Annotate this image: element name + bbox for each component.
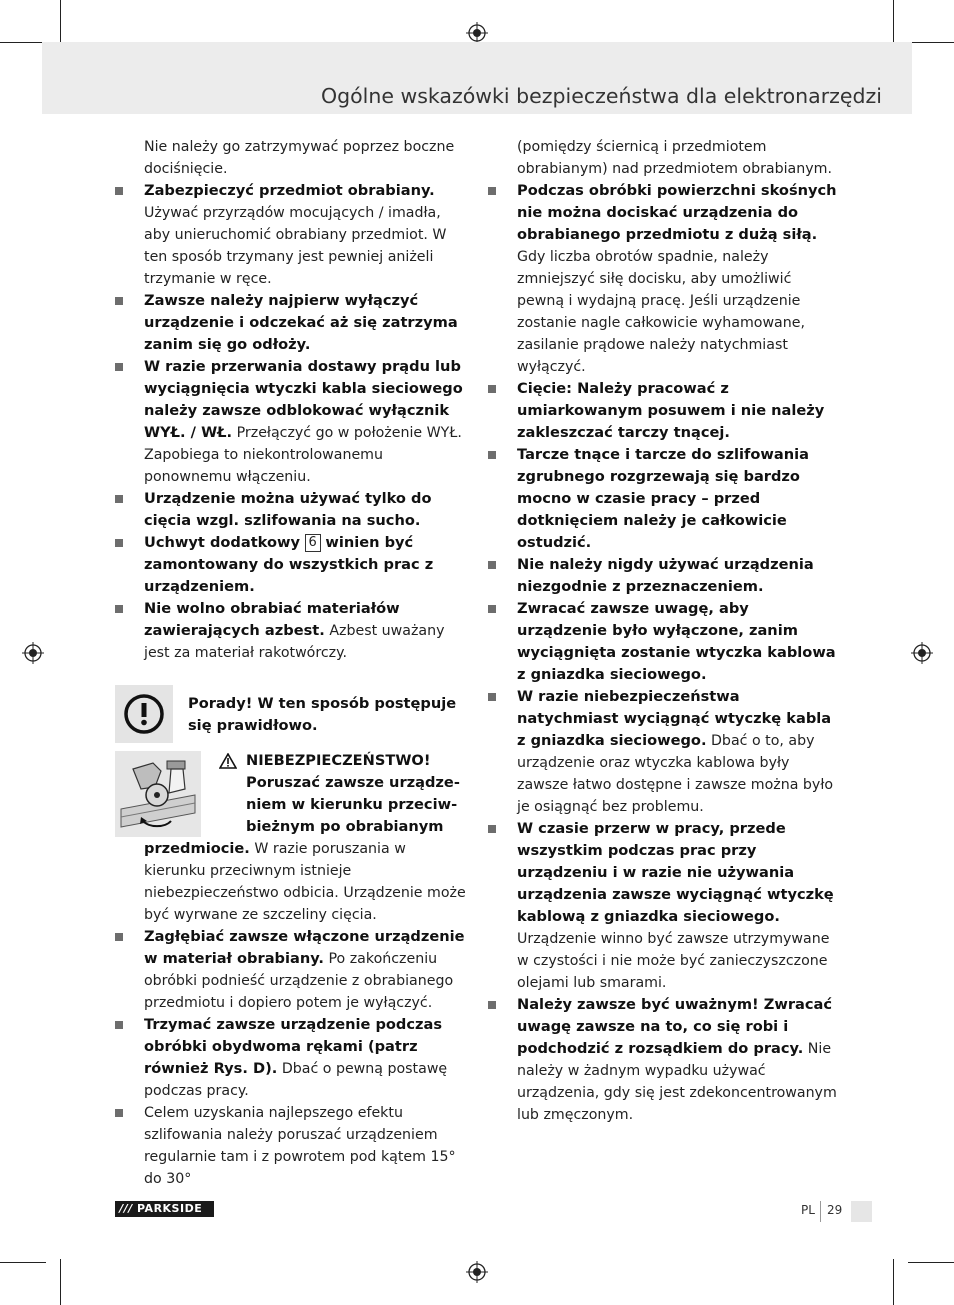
item-bold: Uchwyt dodatkowy <box>144 534 301 551</box>
item-text: Celem uzyskania najlepszego efektu szlifowania należy poruszać urządzeniem regularnie tam i z powrotem pod kątem 15° do 30° <box>144 1105 456 1187</box>
list-item <box>488 686 840 818</box>
item-bold: W czasie przerw w pracy, przede wszystkim podczas prac przy urządzeniu i w razie nie używania urządzenia zawsze wyciągnąć wtyczkę kablową z gniazdka sieciowego. <box>517 820 834 925</box>
intro-text: (pomiędzy ściernicą i przedmiotem obrabianym) nad przedmiotem obrabianym. <box>517 139 832 177</box>
logo-slashes-icon: /// <box>119 1202 133 1215</box>
left-column <box>115 136 468 1187</box>
item-bold: Cięcie: Należy pracować z umiarkowanym posuwem i nie należy zakleszczać tarczy tnącej. <box>517 380 825 441</box>
item-bold: Trzymać zawsze urządzenie podczas obróbki obydwoma rękami (patrz również Rys. D). <box>144 1016 443 1077</box>
crop-mark <box>908 42 954 43</box>
item-bold: winien być zamontowany do wszystkich prac z urządzeniem. <box>144 534 434 595</box>
item-text: Po zakończeniu obróbki podnieść urządzenie z obrabianego przedmiotu i dopiero potem je wyłączyć. <box>144 951 454 1011</box>
crop-mark <box>0 1262 46 1263</box>
square-bullet-icon <box>115 187 123 195</box>
square-bullet-icon <box>115 495 123 503</box>
item-bold: Urządzenie można używać tylko do cięcia wzgl. szlifowania na sucho. <box>144 490 432 529</box>
square-bullet-icon <box>488 825 496 833</box>
exclamation-circle-icon <box>115 685 173 743</box>
danger-text: W razie poruszania w kierunku przeciwnym istnieje niebezpieczeństwo odbicia. Urządzenie może być wyrwane ze szczeliny cięcia. <box>144 841 466 923</box>
item-bold: Zwracać zawsze uwagę, aby urządzenie było wyłączone, zanim wyciągnięta zostanie wtyczka kablowa z gniazdka sieciowego. <box>517 600 836 683</box>
square-bullet-icon <box>488 187 496 195</box>
item-bold: Zabezpieczyć przedmiot obrabiany. <box>144 182 435 199</box>
list-item <box>115 180 468 290</box>
registration-mark-icon <box>911 642 933 664</box>
square-bullet-icon <box>488 1001 496 1009</box>
brand-name: PARKSIDE <box>137 1202 203 1215</box>
list-item <box>488 818 840 994</box>
square-bullet-icon <box>115 539 123 547</box>
danger-bold-b: przedmiocie. <box>144 840 250 857</box>
list-item <box>115 532 468 598</box>
registration-mark-icon <box>22 642 44 664</box>
square-bullet-icon <box>115 363 123 371</box>
list-item <box>488 378 840 444</box>
item-text: Nie należy w żadnym wypadku używać urządzenia, gdy się jest zdekoncentrowanym lub zmęczonym. <box>517 1041 837 1123</box>
item-bold: Podczas obróbki powierzchni skośnych nie można dociskać urządzenia do obrabianego przedmiotu z dużą siłą. <box>517 182 837 243</box>
brand-logo <box>115 1201 214 1217</box>
list-item <box>488 598 840 686</box>
square-bullet-icon <box>115 605 123 613</box>
danger-bold-a: Poruszać zawsze urządze- niem w kierunku przeciw- bieżnym po obrabianym <box>246 774 460 835</box>
item-bold: Zagłębiać zawsze włączone urządzenie w materiał obrabiany. <box>144 928 465 967</box>
crop-mark <box>60 1259 61 1305</box>
warning-triangle-icon <box>219 753 237 769</box>
footer-divider <box>820 1201 821 1222</box>
square-bullet-icon <box>115 297 123 305</box>
list-item <box>115 926 468 1014</box>
language-code: PL <box>801 1203 815 1217</box>
footer-tab <box>851 1201 872 1222</box>
list-item <box>488 180 840 378</box>
danger-continuation <box>115 838 468 926</box>
list-item <box>115 1102 468 1190</box>
list-item <box>115 356 468 488</box>
list-item <box>488 554 840 598</box>
crop-mark <box>908 1262 954 1263</box>
danger-block <box>115 750 468 1190</box>
item-text: Urządzenie winno być zawsze utrzymywane w czystości i nie może być zanieczyszczone olejami lub smarami. <box>517 931 830 991</box>
square-bullet-icon <box>488 561 496 569</box>
list-item <box>115 598 468 664</box>
item-text: Dbać o pewną postawę podczas pracy. <box>144 1061 448 1099</box>
item-bold: Tarcze tnące i tarcze do szlifowania zgrubnego rozgrzewają się bardzo mocno w czasie pracy – przed dotknięciem należy je całkowicie ostudzić. <box>517 446 809 551</box>
item-text: Używać przyrządów mocujących / imadła, aby unieruchomić obrabiany przedmiot. W ten sposób trzymany jest pewniej aniżeli trzymanie w ręce. <box>144 205 447 287</box>
item-text: Dbać o to, aby urządzenie oraz wtyczka kablowa były zawsze łatwo dostępne i zawsze można było je osiągnąć bez problemu. <box>517 733 834 815</box>
square-bullet-icon <box>488 385 496 393</box>
list-item <box>115 488 468 532</box>
crop-mark <box>0 42 46 43</box>
item-bold: Nie należy nigdy używać urządzenia niezgodnie z przeznaczeniem. <box>517 556 814 595</box>
registration-mark-icon <box>466 22 488 44</box>
registration-mark-icon <box>466 1261 488 1283</box>
item-bold: Zawsze należy najpierw wyłączyć urządzenie i odczekać aż się zatrzyma zanim się go odłoży. <box>144 292 458 353</box>
square-bullet-icon <box>488 693 496 701</box>
square-bullet-icon <box>115 1109 123 1117</box>
intro-text: Nie należy go zatrzymywać poprzez boczne dociśnięcie. <box>144 139 455 177</box>
item-bold: W razie niebezpieczeństwa natychmiast wyciągnąć wtyczkę kabla z gniazdka sieciowego. <box>517 688 832 749</box>
crop-mark <box>893 1259 894 1305</box>
list-item <box>115 290 468 356</box>
square-bullet-icon <box>488 605 496 613</box>
item-bold: Nie wolno obrabiać materiałów zawierających azbest. <box>144 600 400 639</box>
crop-mark <box>893 0 894 46</box>
item-bold: W razie przerwania dostawy prądu lub wyciągnięcia wtyczki kabla sieciowego należy zawsze odblokować wyłącznik WYŁ. / WŁ. <box>144 358 463 441</box>
square-bullet-icon <box>115 933 123 941</box>
item-text: Gdy liczba obrotów spadnie, należy zmniejszyć siłę docisku, aby umożliwić pewną i wydajną pracę. Jeśli urządzenie zostanie nagle całkowicie wyhamowane, zasilanie prądowe należy natychmiast wyłączyć. <box>517 249 805 375</box>
square-bullet-icon <box>488 451 496 459</box>
item-bold: Należy zawsze być uważnym! Zwracać uwagę zawsze na to, co się robi i podchodzić z rozsądkiem do pracy. <box>517 996 833 1057</box>
square-bullet-icon <box>115 1021 123 1029</box>
note-text: Porady! W ten sposób postępuje się prawidłowo. <box>188 695 457 734</box>
note-icon-box <box>115 685 173 743</box>
crop-mark <box>60 0 61 46</box>
list-item <box>115 1014 468 1102</box>
danger-label: NIEBEZPIECZEŃSTWO! <box>246 752 431 769</box>
danger-heading <box>115 750 468 838</box>
list-item <box>488 994 840 1126</box>
reference-number: 6 <box>305 534 321 552</box>
page-number: 29 <box>827 1203 843 1217</box>
right-column <box>488 136 840 1126</box>
list-item <box>488 444 840 554</box>
page-title: Ogólne wskazówki bezpieczeństwa dla elektronarzędzi <box>320 84 882 108</box>
item-text: Przełączyć go w położenie WYŁ. Zapobiega to niekontrolowanemu ponownemu włączeniu. <box>144 425 462 485</box>
item-text: Azbest uważany jest za materiał rakotwórczy. <box>144 623 445 661</box>
